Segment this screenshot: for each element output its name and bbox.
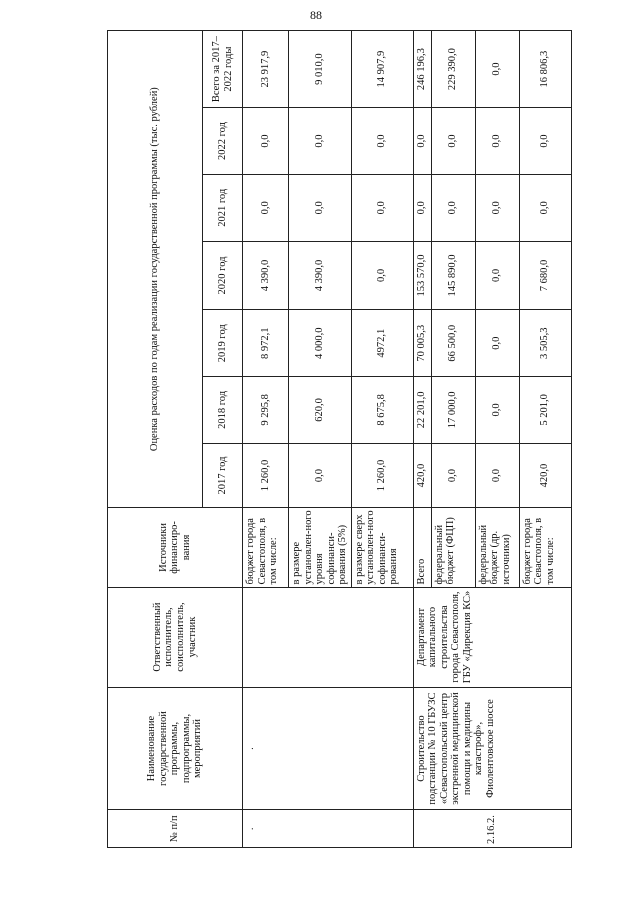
header-responsible: Ответственный исполнитель, соисполнитель, участник xyxy=(108,587,243,687)
cell-value: 0,0 xyxy=(475,443,519,508)
cell-value: 0,0 xyxy=(519,174,571,241)
cell-value: 0,0 xyxy=(475,241,519,310)
rotated-table-wrapper xyxy=(107,30,556,848)
cell-value: 0,0 xyxy=(413,174,431,241)
row-name: Строительство подстанции № 10 ГБУЗС «Севастопольский центр экстренной медицинской помощи и медицины катастроф», Фиолентовское шоссе xyxy=(413,687,571,810)
cell-value: 0,0 xyxy=(475,31,519,108)
cell-value: 0,0 xyxy=(243,108,289,175)
header-name: Наименование государственной программы, подпрограммы, мероприятий xyxy=(108,687,243,810)
cell-value: 4 390,0 xyxy=(243,241,289,310)
row-responsible xyxy=(243,587,414,687)
cell-value: 229 390,0 xyxy=(431,31,475,108)
cell-value: 620,0 xyxy=(289,377,352,444)
cell-value: 0,0 xyxy=(351,241,413,310)
cell-value: 4 390,0 xyxy=(289,241,352,310)
cell-value: 16 806,3 xyxy=(519,31,571,108)
cell-value: 153 570,0 xyxy=(413,241,431,310)
cell-value: 5 201,0 xyxy=(519,377,571,444)
cell-value: 0,0 xyxy=(519,108,571,175)
cell-value: 4972,1 xyxy=(351,310,413,377)
row-source: федеральный бюджет (ФЦП) xyxy=(431,508,475,587)
cell-value: 8 675,8 xyxy=(351,377,413,444)
header-source: Источники финансиро-вания xyxy=(108,508,243,587)
row-name: . xyxy=(243,687,414,810)
page-number: 88 xyxy=(310,8,322,22)
header-row-1 xyxy=(108,31,203,848)
cell-value: 0,0 xyxy=(475,377,519,444)
cell-value: 0,0 xyxy=(351,108,413,175)
cell-value: 9 010,0 xyxy=(289,31,352,108)
header-year: 2017 год xyxy=(203,443,243,508)
row-source: бюджет города Севастополя, в том числе: xyxy=(519,508,571,587)
row-num: 2.16.2. xyxy=(413,810,571,848)
row-num: . xyxy=(243,810,414,848)
cell-value: 66 500,0 xyxy=(431,310,475,377)
header-year: 2019 год xyxy=(203,310,243,377)
cell-value: 0,0 xyxy=(431,108,475,175)
cell-value: 7 680,0 xyxy=(519,241,571,310)
cell-value: 0,0 xyxy=(289,443,352,508)
cell-value: 0,0 xyxy=(475,174,519,241)
cell-value: 3 505,3 xyxy=(519,310,571,377)
cell-value: 1 260,0 xyxy=(243,443,289,508)
cell-value: 0,0 xyxy=(243,174,289,241)
header-year: 2018 год xyxy=(203,377,243,444)
cell-value: 0,0 xyxy=(413,108,431,175)
cell-value: 145 890,0 xyxy=(431,241,475,310)
header-num: № п/п xyxy=(108,810,243,848)
row-source: Всего xyxy=(413,508,431,587)
cell-value: 0,0 xyxy=(289,174,352,241)
financing-table xyxy=(107,30,572,848)
header-year: 2020 год xyxy=(203,241,243,310)
cell-value: 0,0 xyxy=(431,443,475,508)
row-source: бюджет города Севастополя, в том числе: xyxy=(243,508,289,587)
cell-value: 0,0 xyxy=(475,310,519,377)
cell-value: 8 972,1 xyxy=(243,310,289,377)
cell-value: 0,0 xyxy=(431,174,475,241)
table-row xyxy=(413,31,431,848)
header-year: 2022 год xyxy=(203,108,243,175)
row-source: в размере сверх установлен-ного софинанси-рования xyxy=(351,508,413,587)
header-estimate: Оценка расходов по годам реализации государственной программы (тыс. рублей) xyxy=(108,31,203,508)
cell-value: 0,0 xyxy=(475,108,519,175)
header-year: 2021 год xyxy=(203,174,243,241)
header-total: Всего за 2017–2022 годы xyxy=(203,31,243,108)
cell-value: 0,0 xyxy=(289,108,352,175)
cell-value: 70 005,3 xyxy=(413,310,431,377)
cell-value: 23 917,9 xyxy=(243,31,289,108)
cell-value: 420,0 xyxy=(519,443,571,508)
row-source: федеральный бюджет (др. источники) xyxy=(475,508,519,587)
table-row xyxy=(243,31,289,848)
cell-value: 420,0 xyxy=(413,443,431,508)
cell-value: 1 260,0 xyxy=(351,443,413,508)
cell-value: 22 201,0 xyxy=(413,377,431,444)
row-source: в размере установлен-ного уровня софинанси-рования (5%) xyxy=(289,508,352,587)
cell-value: 17 000,0 xyxy=(431,377,475,444)
cell-value: 4 000,0 xyxy=(289,310,352,377)
cell-value: 14 907,9 xyxy=(351,31,413,108)
cell-value: 0,0 xyxy=(351,174,413,241)
cell-value: 9 295,8 xyxy=(243,377,289,444)
cell-value: 246 196,3 xyxy=(413,31,431,108)
row-responsible: Департамент капитального строительства города Севастополя, ГБУ «Дирекция КС» xyxy=(413,587,571,687)
